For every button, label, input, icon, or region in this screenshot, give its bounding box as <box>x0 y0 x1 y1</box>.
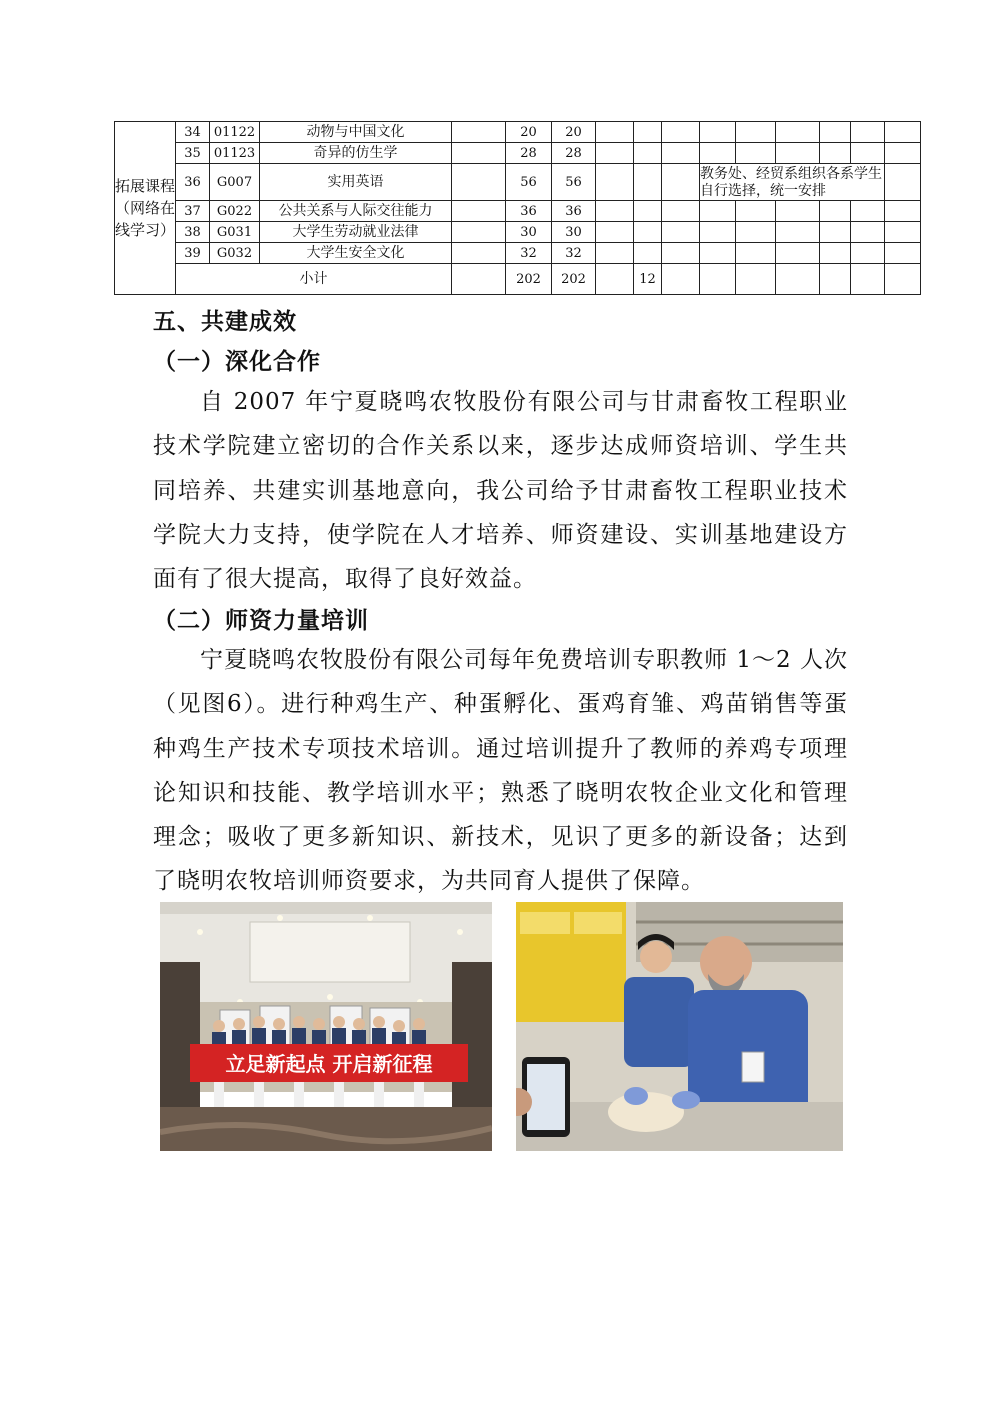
table-row: 39 G032 大学生安全文化 32 32 <box>115 243 921 264</box>
note-cell: 教务处、经贸系组织各系学生自行选择，统一安排 <box>700 164 885 201</box>
body-paragraph: 自 2007 年宁夏晓鸣农牧股份有限公司与甘肃畜牧工程职业技术学院建立密切的合作关系以来，逐步达成师资培训、学生共同培养、共建实训基地意向，我公司给予甘肃畜牧工程职业技术学院大力支持，使学院在人才培养、师资建设、实训基地建设方面有了很大提高，取得了良好效益。 <box>153 389 848 593</box>
body-paragraph: 宁夏晓鸣农牧股份有限公司每年免费培训专职教师 1～2 人次（见图6）。进行种鸡生产、种蛋孵化、蛋鸡育雏、鸡苗销售等蛋种鸡生产技术专项技术培训。通过培训提升了教师的养鸡专项理论知识和技能、教学培训水平；熟悉了晓明农牧企业文化和管理理念；吸收了更多新知识、新技术，见识了更多的新设备；达到了晓明农牧培训师资要求，为共同育人提供了保障。 <box>153 647 848 895</box>
table-row: 36 G007 实用英语 56 56 教务处、经贸系组织各系学生自行选择，统一安排 <box>115 164 921 201</box>
group-photo <box>160 902 492 1151</box>
training-photo <box>516 902 843 1151</box>
section-title: 五、共建成效 <box>153 309 297 335</box>
course-table <box>114 121 921 295</box>
category-cell: 拓展课程（网络在线学习） <box>115 122 176 295</box>
subsection-title: （二）师资力量培训 <box>153 607 369 634</box>
banner-text: 立足新起点 开启新征程 <box>225 1052 433 1076</box>
table-row: 35 01123 奇异的仿生学 28 28 <box>115 143 921 164</box>
table-row: 37 G022 公共关系与人际交往能力 36 36 <box>115 201 921 222</box>
subtotal-row: 小计 202 202 12 <box>115 264 921 295</box>
subsection-title: （一）深化合作 <box>153 348 321 375</box>
table-row: 拓展课程（网络在线学习） 34 01122 动物与中国文化 20 20 <box>115 122 921 143</box>
table-row: 38 G031 大学生劳动就业法律 30 30 <box>115 222 921 243</box>
